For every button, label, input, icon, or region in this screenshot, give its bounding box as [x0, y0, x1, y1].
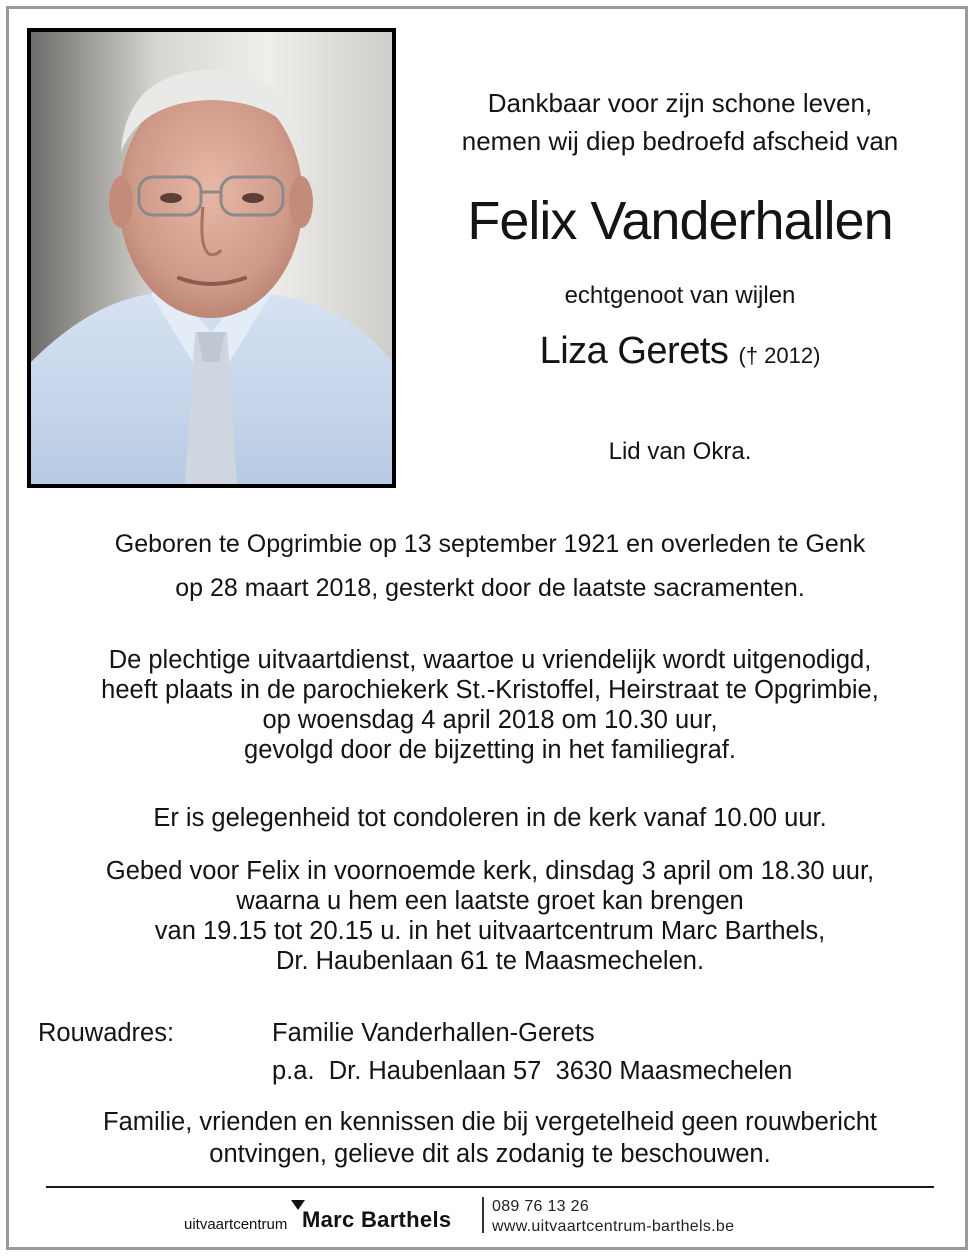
condolence-text: Er is gelegenheid tot condoleren in de kerk vanaf 10.00 uur. [153, 804, 827, 832]
spouse-name: Liza Gerets [539, 330, 729, 372]
spouse-death-note: († 2012) [738, 343, 821, 368]
funeral-home-logo [184, 1196, 484, 1242]
portrait-photo [27, 28, 396, 488]
address-line: Familie Vanderhallen-Gerets [272, 1019, 595, 1047]
spouse-line [420, 326, 940, 381]
birth-death-text [30, 522, 950, 610]
closing-line: ontvingen, gelieve dit als zodanig te beschouwen. [209, 1140, 771, 1168]
service-line: op woensdag 4 april 2018 om 10.30 uur, [262, 706, 718, 734]
intro-line: nemen wij diep bedroefd afscheid van [461, 126, 899, 156]
prayer-line: waarna u hem een laatste groet kan brengen [236, 887, 744, 915]
service-line: gevolgd door de bijzetting in het familiegraf. [244, 736, 736, 764]
deceased-name: Felix Vanderhallen [467, 191, 893, 251]
funeral-service-text [30, 645, 950, 765]
footer-contact [492, 1197, 734, 1237]
footer-divider [46, 1186, 934, 1188]
intro-line: Dankbaar voor zijn schone leven, [487, 88, 873, 118]
closing-line: Familie, vrienden en kennissen die bij vergetelheid geen rouwbericht [103, 1108, 877, 1136]
membership-note: Lid van Okra. [608, 438, 752, 465]
footer-website[interactable]: www.uitvaartcentrum-barthels.be [492, 1218, 735, 1235]
logo-brand-text: Marc Barthels [302, 1207, 452, 1232]
prayer-text [30, 856, 950, 976]
birth-death-line: op 28 maart 2018, gesterkt door de laatste sacramenten. [175, 574, 805, 602]
closing-text [30, 1106, 950, 1170]
portrait-illustration [31, 32, 392, 484]
mourning-address [272, 1018, 792, 1086]
prayer-line: Dr. Haubenlaan 61 te Maasmechelen. [275, 947, 705, 975]
service-line: De plechtige uitvaartdienst, waartoe u vriendelijk wordt uitgenodigd, [108, 646, 872, 674]
mourning-address-label: Rouwadres: [38, 1019, 175, 1047]
intro-text [420, 84, 940, 160]
birth-death-line: Geboren te Opgrimbie op 13 september 1921 en overleden te Genk [114, 530, 866, 558]
footer-phone: 089 76 13 26 [492, 1198, 590, 1215]
service-line: heeft plaats in de parochiekerk St.-Kristoffel, Heirstraat te Opgrimbie, [101, 676, 879, 704]
address-line: p.a. Dr. Haubenlaan 57 3630 Maasmechelen [272, 1057, 793, 1085]
prayer-line: van 19.15 tot 20.15 u. in het uitvaartcentrum Marc Barthels, [154, 917, 826, 945]
spouse-intro: echtgenoot van wijlen [564, 282, 796, 309]
prayer-line: Gebed voor Felix in voornoemde kerk, dinsdag 3 april om 18.30 uur, [105, 857, 875, 885]
footer-separator [482, 1197, 484, 1233]
logo-small-text: uitvaartcentrum [184, 1216, 288, 1233]
